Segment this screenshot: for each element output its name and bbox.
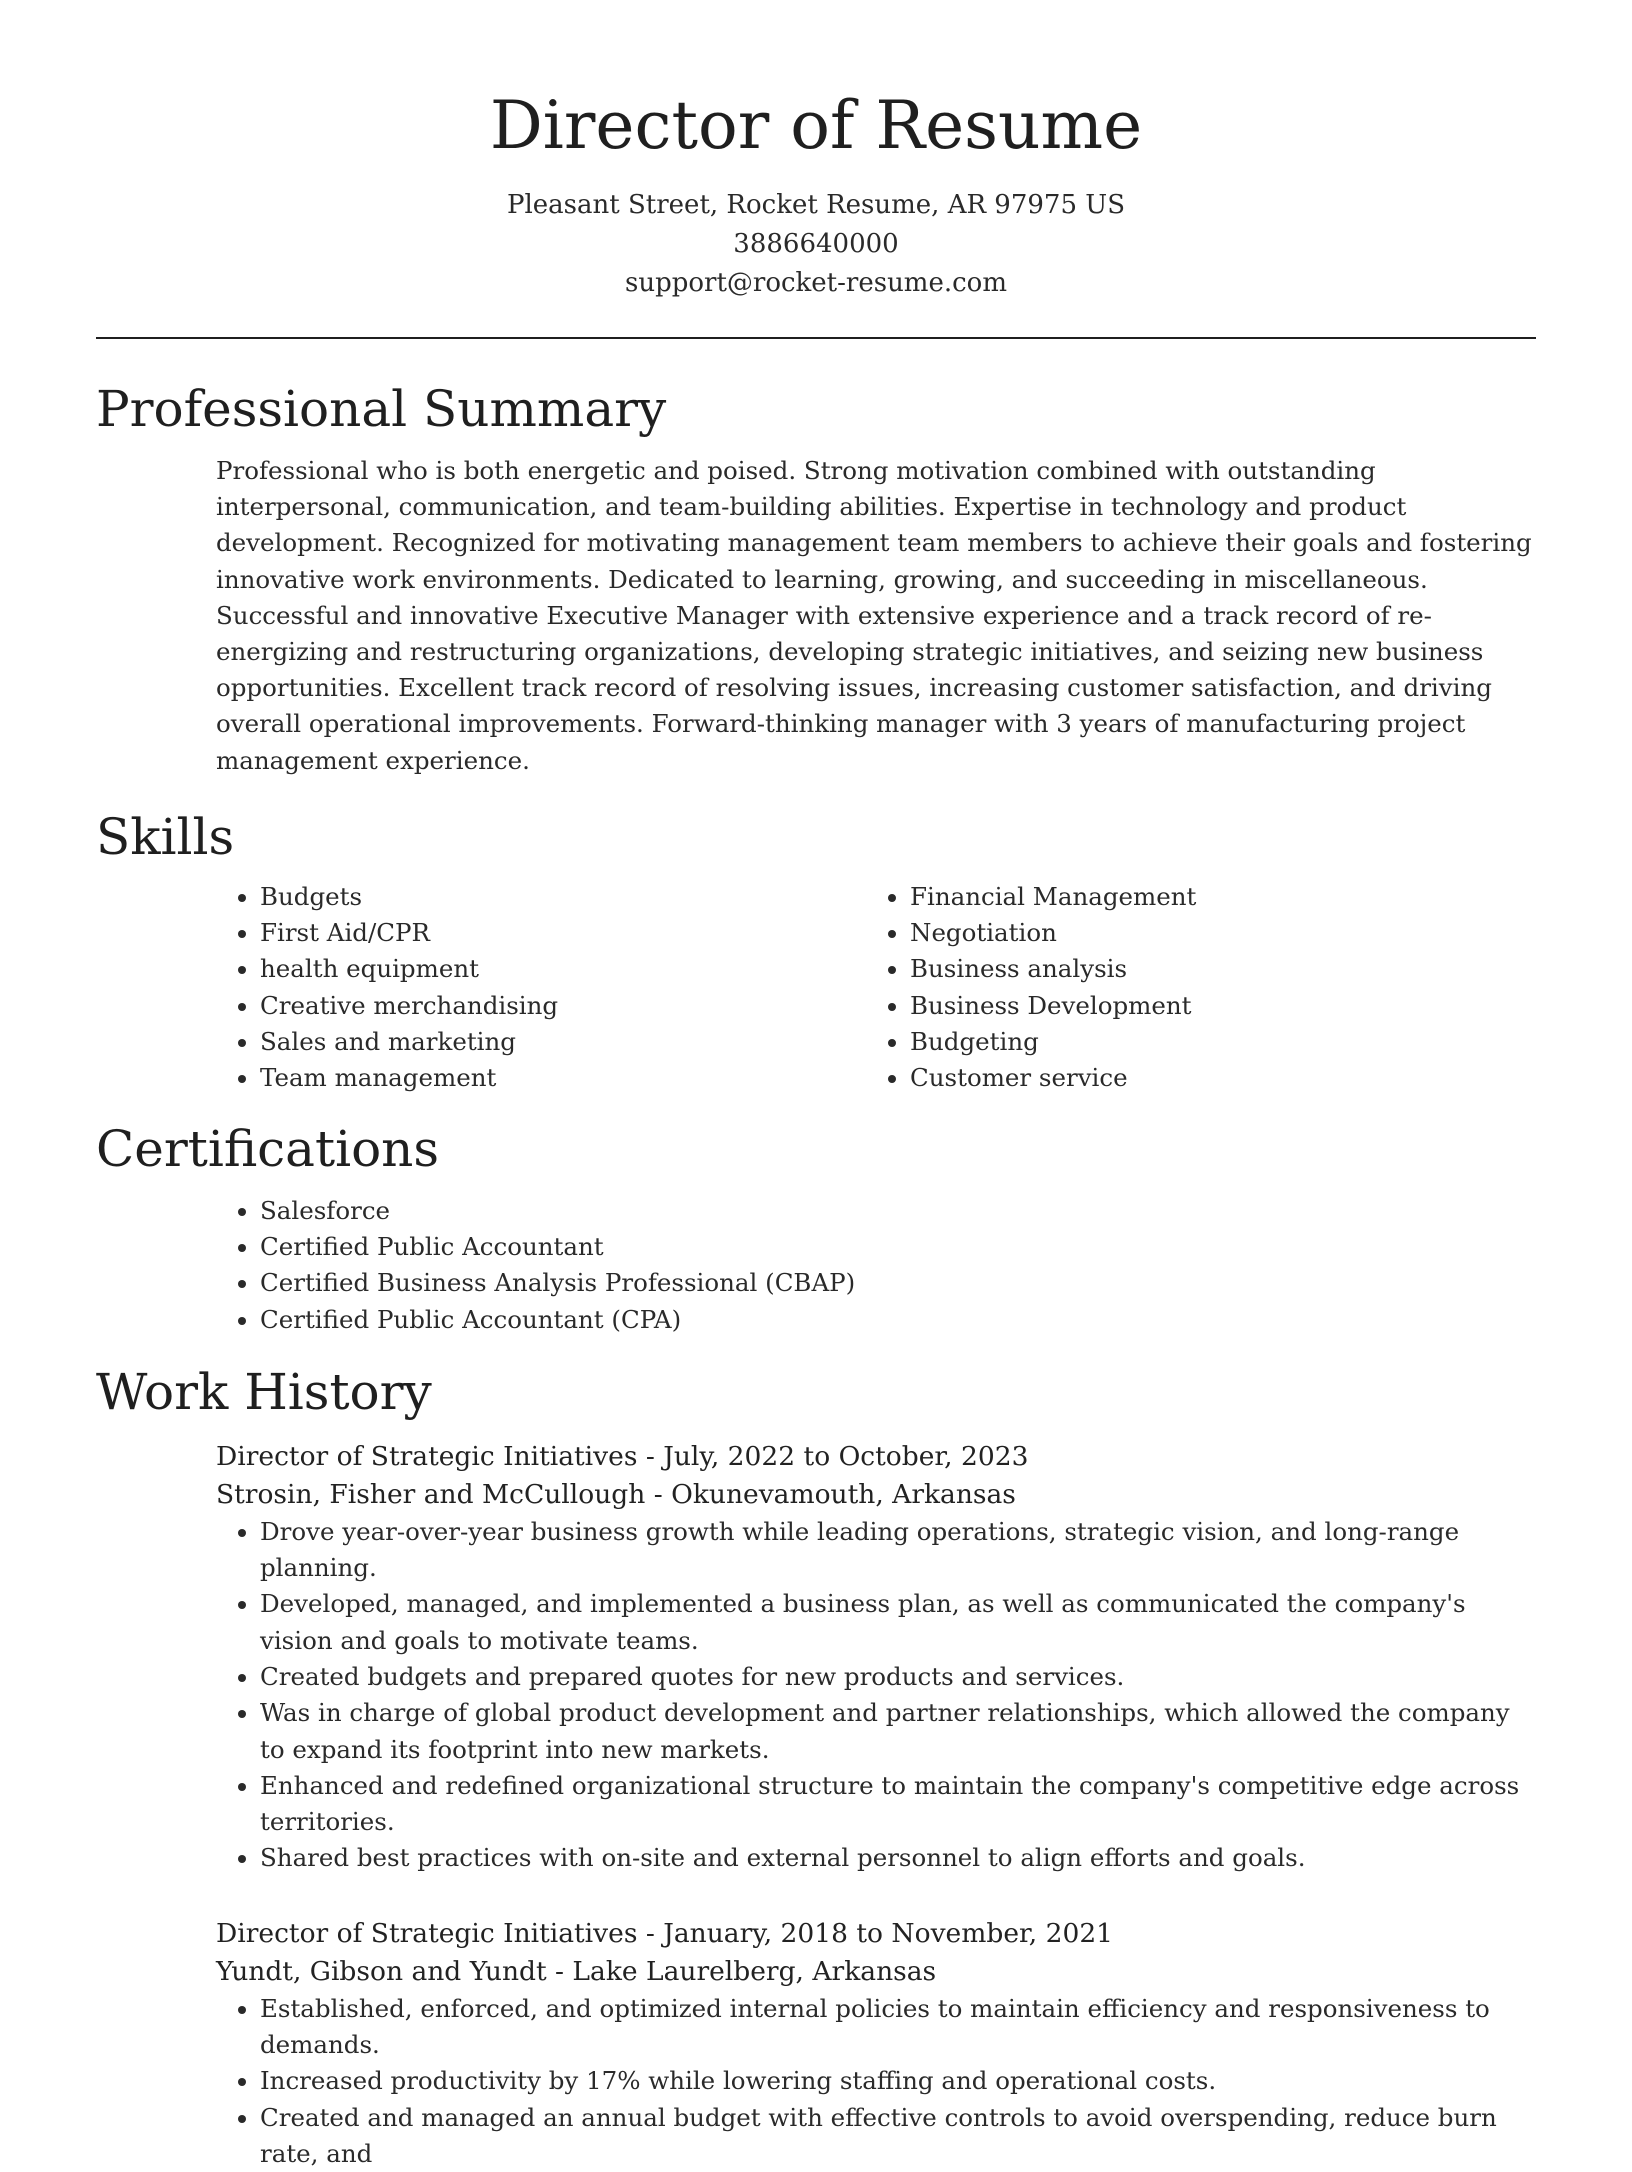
certifications-list-wrap — [216, 1193, 1536, 1338]
skill-item: • First Aid/CPR — [260, 915, 866, 951]
certification-item: • Salesforce — [260, 1193, 1536, 1229]
certifications-heading: Certifications — [96, 1119, 440, 1178]
skill-item: • health equipment — [260, 951, 866, 987]
skill-item: • Creative merchandising — [260, 988, 866, 1024]
skill-item: • Customer service — [910, 1060, 1516, 1096]
skill-item: • Team management — [260, 1060, 866, 1096]
job-bullet: • Enhanced and redefined organizational structure to maintain the company's competitive edge across territories. — [260, 1768, 1536, 1841]
resume-page — [96, 0, 1536, 2172]
phone-line: 3886640000 — [733, 229, 899, 259]
resume-header — [96, 84, 1536, 303]
skills-columns — [216, 879, 1536, 1097]
skill-item: • Sales and marketing — [260, 1024, 866, 1060]
work-history-section — [96, 1360, 1536, 2172]
summary-section — [96, 377, 1536, 779]
job-bullet: • Was in charge of global product development and partner relationships, which allowed the company to expand its footprint into new markets. — [260, 1695, 1536, 1768]
work-history-heading: Work History — [96, 1362, 432, 1421]
skills-column-left — [216, 879, 866, 1097]
job-bullet: • Increased productivity by 17% while lowering staffing and operational costs. — [260, 2063, 1536, 2099]
header-divider — [96, 337, 1536, 339]
certification-item: • Certified Public Accountant (CPA) — [260, 1302, 1536, 1338]
candidate-name: Director of Resume — [489, 87, 1143, 164]
job-bullet-list — [216, 1991, 1536, 2172]
skill-item: • Financial Management — [910, 879, 1516, 915]
job-company-line: Yundt, Gibson and Yundt - Lake Laurelberg, Arkansas — [216, 1955, 937, 1987]
job-entry — [216, 1438, 1536, 1877]
certification-item: • Certified Business Analysis Professional (CBAP) — [260, 1265, 1536, 1301]
skills-column-right — [866, 879, 1516, 1097]
job-bullet-list — [216, 1514, 1536, 1877]
job-bullet: • Created and managed an annual budget with effective controls to avoid overspending, reduce burn rate, and — [260, 2100, 1536, 2172]
skills-list-right — [866, 879, 1516, 1097]
job-bullet: • Shared best practices with on-site and external personnel to align efforts and goals. — [260, 1840, 1536, 1876]
job-role-line: Director of Strategic Initiatives - January, 2018 to November, 2021 — [216, 1917, 1114, 1949]
summary-paragraph: Professional who is both energetic and poised. Strong motivation combined with outstanding interpersonal, communication, and team-building abilities. Expertise in technology and product development. Recognized for motivating management team members to achieve their goals and fostering innovative work environments. Dedicated to learning, growing, and succeeding in miscellaneous. Successful and innovative Executive Manager with extensive experience and a track record of re-energizing and restructuring organizations, developing strategic initiatives, and seizing new business opportunities. Excellent track record of resolving issues, increasing customer satisfaction, and driving overall operational improvements. Forward-thinking manager with 3 years of manufacturing project management experience. — [216, 456, 1532, 775]
job-company-line: Strosin, Fisher and McCullough - Okunevamouth, Arkansas — [216, 1478, 1016, 1510]
job-bullet: • Drove year-over-year business growth while leading operations, strategic vision, and long-range planning. — [260, 1514, 1536, 1587]
job-entry — [216, 1915, 1536, 2172]
skill-item: • Budgeting — [910, 1024, 1516, 1060]
skill-item: • Negotiation — [910, 915, 1516, 951]
job-bullet: • Established, enforced, and optimized internal policies to maintain efficiency and responsiveness to demands. — [260, 1991, 1536, 2064]
skills-heading: Skills — [96, 807, 235, 866]
skill-item: • Business analysis — [910, 951, 1516, 987]
skills-list-left — [216, 879, 866, 1097]
summary-heading: Professional Summary — [96, 380, 667, 438]
certification-item: • Certified Public Accountant — [260, 1229, 1536, 1265]
job-bullet: • Developed, managed, and implemented a business plan, as well as communicated the company's vision and goals to motivate teams. — [260, 1586, 1536, 1659]
address-line: Pleasant Street, Rocket Resume, AR 97975 US — [506, 190, 1126, 220]
job-bullet: • Created budgets and prepared quotes for new products and services. — [260, 1659, 1536, 1695]
job-role-line: Director of Strategic Initiatives - July, 2022 to October, 2023 — [216, 1440, 1029, 1472]
email-line: support@rocket-resume.com — [624, 268, 1007, 298]
skill-item: • Business Development — [910, 988, 1516, 1024]
certifications-section — [96, 1117, 1536, 1338]
certifications-list — [216, 1193, 1536, 1338]
skill-item: • Budgets — [260, 879, 866, 915]
skills-section — [96, 805, 1536, 1097]
